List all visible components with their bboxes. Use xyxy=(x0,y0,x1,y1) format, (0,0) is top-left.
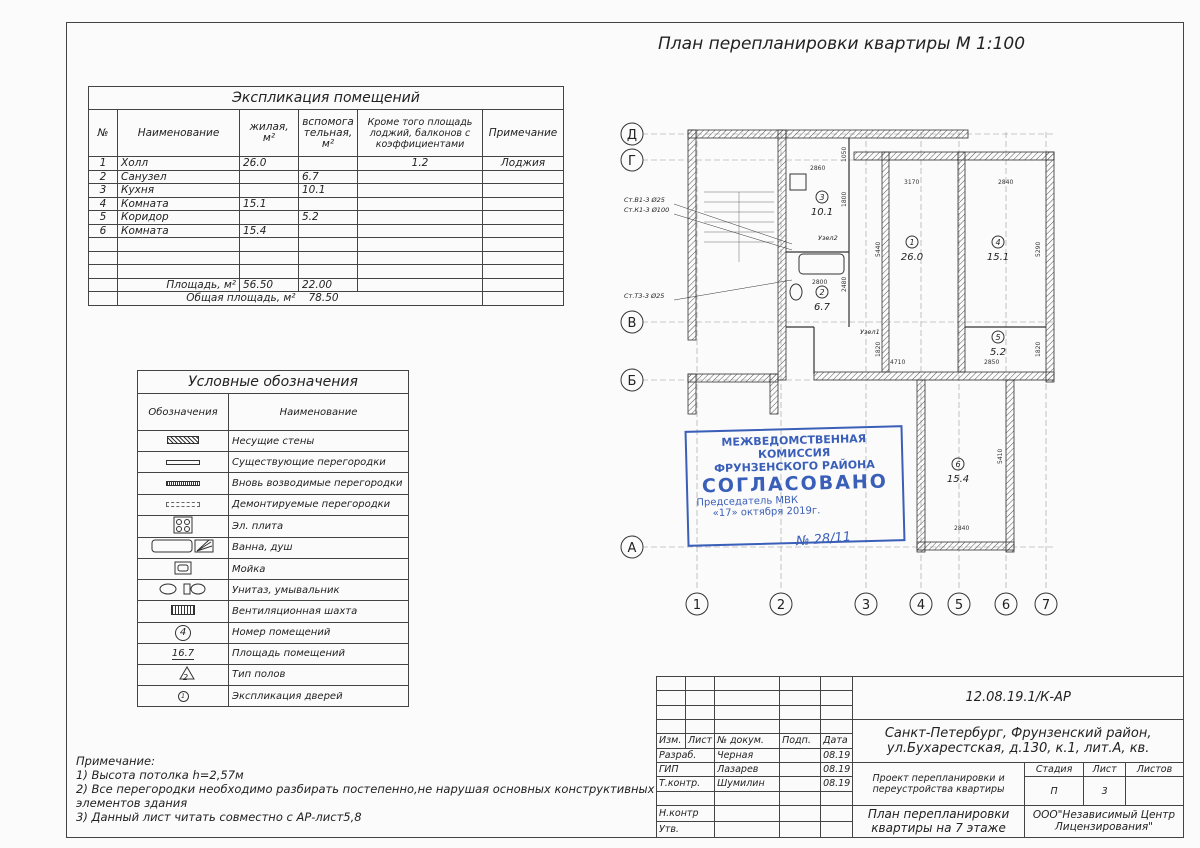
axis-1: 1 xyxy=(692,598,702,613)
table-row: 3 Кухня 10.1 xyxy=(89,184,564,198)
axis-V: В xyxy=(627,316,637,331)
room-1-area: 26.0 xyxy=(900,252,924,263)
svg-text:5290: 5290 xyxy=(1035,241,1042,257)
svg-text:3170: 3170 xyxy=(904,179,920,186)
room-2-number: 2 xyxy=(819,288,825,297)
table-row: 6 Комната 15.4 xyxy=(89,224,564,238)
svg-text:1820: 1820 xyxy=(1035,341,1042,357)
total-row: Общая площадь, м² 78.50 xyxy=(89,292,564,306)
drawing-code: 12.08.19.1/К-АР xyxy=(853,677,1184,720)
axis-6: 6 xyxy=(1001,598,1011,613)
stove-icon xyxy=(173,516,193,534)
room-4-number: 4 xyxy=(995,238,1001,247)
floor-plan xyxy=(614,112,1084,622)
room-6-area: 15.4 xyxy=(946,474,970,485)
svg-text:2840: 2840 xyxy=(998,179,1014,186)
legend-item: Эл. плита xyxy=(138,515,409,537)
table-row: 2 Санузел 6.7 xyxy=(89,170,564,184)
svg-text:Ст.Т3-3 Ø25: Ст.Т3-3 Ø25 xyxy=(624,292,665,300)
room-4-area: 15.1 xyxy=(986,252,1010,263)
table-row: 4 Комната 15.1 xyxy=(89,197,564,211)
svg-text:Узел2: Узел2 xyxy=(818,234,838,242)
axis-2: 2 xyxy=(776,598,786,613)
svg-text:Ст.В1-3 Ø25: Ст.В1-3 Ø25 xyxy=(624,196,665,204)
table-row: 5 Коридор 5.2 xyxy=(89,211,564,225)
room-5-area: 5.2 xyxy=(990,347,1006,358)
legend-title: Условные обозначения xyxy=(138,371,409,394)
axis-3: 3 xyxy=(861,598,871,613)
existing-partition-icon xyxy=(166,460,200,465)
svg-text:2860: 2860 xyxy=(810,165,826,172)
notes: Примечание: 1) Высота потолка h=2,57м 2) Все перегородки необходимо разбирать постепенно,не нарушая основных конструктивных элементов здания 3) Данный лист читать совместно с АР-лист5,8 xyxy=(76,754,655,824)
room-area-icon: 16.7 xyxy=(171,648,195,660)
axis-4: 4 xyxy=(916,598,926,613)
explication-table xyxy=(88,86,564,306)
legend-table: Условные обозначения Обозначения Наименование Несущие стены Существующие перегородки Вновь возводимые перегородки Демонтируемые перегородки Эл. плита Ванна, душ Мойка Унитаз, умывальник Вентиляционная шахта 4 Номер помещений 16.7 Площадь помещений 2 Тип полов 1 Экспликация дверей xyxy=(137,370,409,707)
project-name: Проект перепланировки и переустройства квартиры xyxy=(853,762,1025,805)
room-5-number: 5 xyxy=(995,333,1001,342)
col-loggia: Кроме того площадь лоджий, балконов с коэффициентами xyxy=(358,110,483,157)
toilet-basin-icon xyxy=(158,582,208,596)
room-number-icon: 4 xyxy=(175,625,191,641)
sink-icon xyxy=(174,561,192,575)
col-living: жилая, м² xyxy=(240,110,299,157)
col-aux: вспомога тельная, м² xyxy=(299,110,358,157)
door-expl-icon: 1 xyxy=(178,691,189,702)
legend-item: 16.7 Площадь помещений xyxy=(138,643,409,664)
explication-title: Экспликация помещений xyxy=(89,87,564,110)
svg-text:5440: 5440 xyxy=(875,241,882,257)
bearing-wall-icon xyxy=(167,436,199,444)
legend-item: 2 Тип полов xyxy=(138,664,409,685)
room-3-area: 10.1 xyxy=(810,207,834,218)
legend-item: Существующие перегородки xyxy=(138,452,409,473)
svg-text:Узел1: Узел1 xyxy=(860,328,880,336)
dismantled-partition-icon xyxy=(166,502,200,507)
svg-text:2850: 2850 xyxy=(984,359,1000,366)
svg-text:5410: 5410 xyxy=(997,448,1004,464)
svg-text:1050: 1050 xyxy=(841,146,848,162)
svg-text:2480: 2480 xyxy=(841,276,848,292)
col-name: Наименование xyxy=(118,110,240,157)
axis-7: 7 xyxy=(1041,598,1051,613)
stamp-number: № 28/11 xyxy=(795,529,852,550)
legend-item: Мойка xyxy=(138,558,409,579)
room-2-area: 6.7 xyxy=(814,302,830,313)
axis-B: Б xyxy=(627,374,637,389)
plan-title: План перепланировки квартиры М 1:100 xyxy=(658,34,1026,54)
company-name: ООО"Независимый Центр Лицензирования" xyxy=(1024,805,1183,837)
room-6-number: 6 xyxy=(955,460,961,469)
col-note: Примечание xyxy=(483,110,564,157)
address: Санкт-Петербург, Фрунзенский район, ул.Бухарестская, д.130, к.1, лит.А, кв. xyxy=(853,719,1184,762)
bath-shower-icon xyxy=(151,538,215,554)
new-partition-icon xyxy=(166,481,200,486)
legend-item: 4 Номер помещений xyxy=(138,622,409,643)
svg-text:2840: 2840 xyxy=(954,525,970,532)
table-row: 1 Холл 26.0 1.2 Лоджия xyxy=(89,157,564,171)
svg-text:2800: 2800 xyxy=(812,279,828,286)
svg-text:1820: 1820 xyxy=(875,341,882,357)
sheet-title: План перепланировки квартиры на 7 этаже xyxy=(853,805,1025,837)
axis-5: 5 xyxy=(954,598,964,613)
room-3-number: 3 xyxy=(819,193,825,202)
col-num: № xyxy=(89,110,118,157)
svg-text:1800: 1800 xyxy=(841,191,848,207)
room-1-number: 1 xyxy=(909,238,915,247)
legend-item: Унитаз, умывальник xyxy=(138,580,409,601)
svg-text:Ст.К1-3 Ø100: Ст.К1-3 Ø100 xyxy=(624,206,670,214)
svg-text:4710: 4710 xyxy=(890,359,906,366)
legend-item: Ванна, душ xyxy=(138,537,409,558)
vent-shaft-icon xyxy=(171,605,195,615)
approval-stamp: МЕЖВЕДОМСТВЕННАЯ КОМИССИЯ ФРУНЗЕНСКОГО РАЙОНА СОГЛАСОВАНО Председатель МВК «17» октября 2019г. xyxy=(685,425,906,547)
legend-item: Вентиляционная шахта xyxy=(138,601,409,622)
axis-D: Д xyxy=(626,128,638,143)
area-row: Площадь, м² 56.50 22.00 xyxy=(89,278,564,292)
legend-item: 1 Экспликация дверей xyxy=(138,686,409,707)
title-block: 12.08.19.1/К-АР Санкт-Петербург, Фрунзенский район, ул.Бухарестская, д.130, к.1, лит.А, кв. Изм. Лист № докум. Подп. Дата Разраб. Черная 08.19 ГИП Лазарев 08.19 Проект перепланировки и переустройства квартиры Стадия Лист Листов Т.контр. Шумилин 08.19 П 3 Н.контр План перепланировки квартиры на 7 этаже ООО"Независимый Центр Лицензирования" Утв. xyxy=(656,676,1184,838)
axis-A: А xyxy=(627,541,637,556)
legend-item: Демонтируемые перегородки xyxy=(138,494,409,515)
legend-item: Несущие стены xyxy=(138,431,409,452)
legend-item: Вновь возводимые перегородки xyxy=(138,473,409,494)
axis-G: Г xyxy=(628,154,636,169)
